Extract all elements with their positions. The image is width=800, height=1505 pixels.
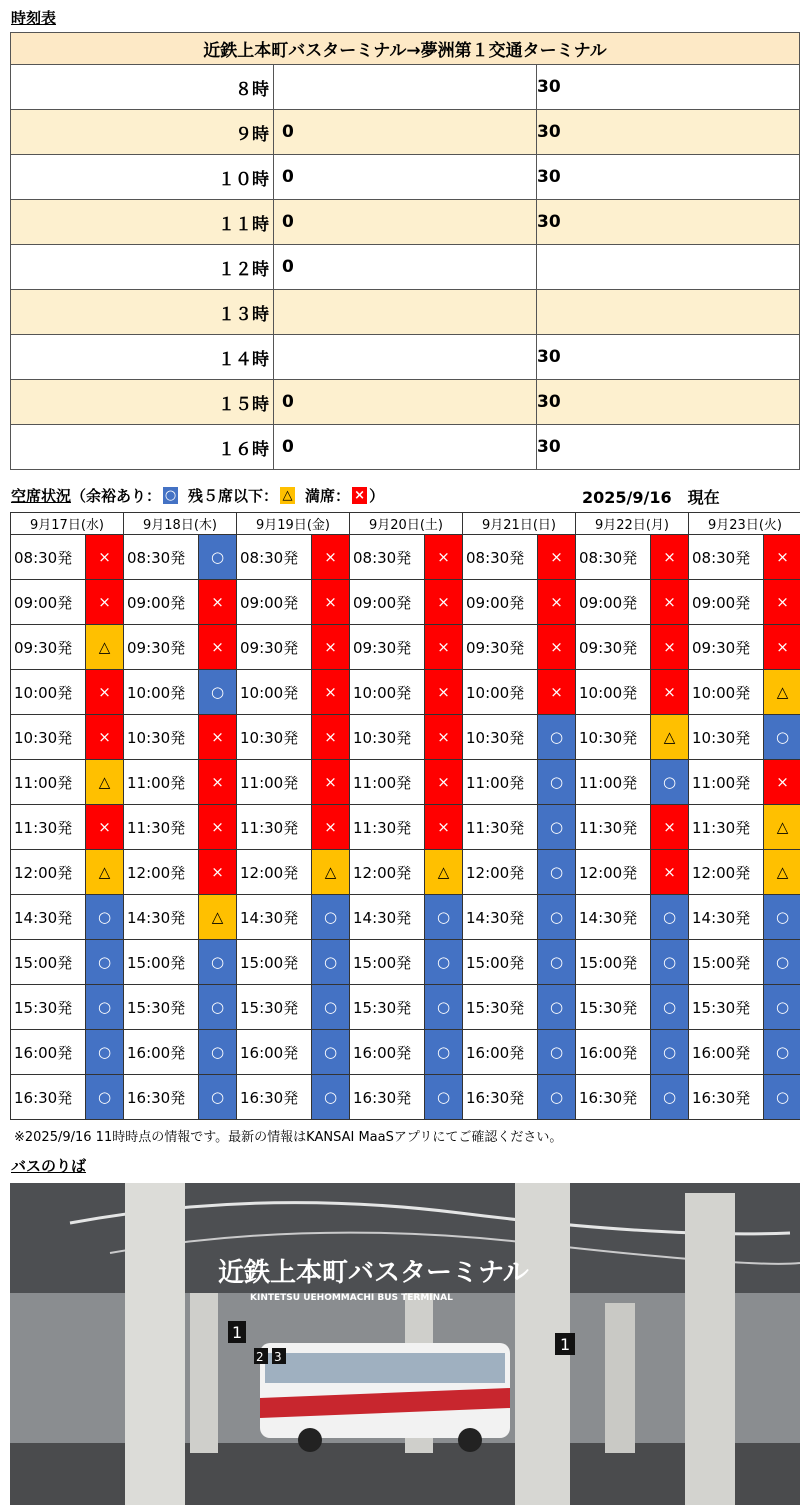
minute-30-cell: 30 [537, 425, 800, 470]
departure-time: 10:30発 [350, 715, 425, 760]
hour-cell: １３時 [11, 290, 274, 335]
availability-legend [11, 485, 384, 506]
timetable-section-title: 時刻表 [11, 9, 57, 27]
seat-status-full: × [425, 580, 463, 625]
seat-status-few: △ [86, 760, 124, 805]
availability-table [10, 512, 800, 1120]
terminal-sign-en: KINTETSU UEHOMMACHI BUS TERMINAL [250, 1293, 453, 1303]
seat-status-few: △ [86, 625, 124, 670]
seat-status-full: × [312, 715, 350, 760]
departure-time: 14:30発 [463, 895, 538, 940]
availability-row [11, 940, 800, 985]
route-header: 近鉄上本町バスターミナル→夢洲第１交通ターミナル [11, 33, 800, 65]
departure-time: 16:30発 [11, 1075, 86, 1120]
availability-title: 空席状況 [11, 487, 72, 505]
seat-status-ok: ○ [86, 1030, 124, 1075]
departure-time: 15:30発 [576, 985, 651, 1030]
seat-status-full: × [425, 670, 463, 715]
seat-status-ok: ○ [538, 1075, 576, 1120]
departure-time: 11:00発 [350, 760, 425, 805]
seat-status-ok: ○ [651, 1075, 689, 1120]
departure-time: 16:00発 [689, 1030, 764, 1075]
departure-time: 16:00発 [463, 1030, 538, 1075]
minute-00-cell: 0 [274, 200, 537, 245]
seat-status-full: × [312, 760, 350, 805]
seat-status-full: × [312, 535, 350, 580]
availability-row [11, 985, 800, 1030]
seat-status-ok: ○ [425, 940, 463, 985]
departure-time: 12:00発 [124, 850, 199, 895]
availability-note: ※2025/9/16 11時時点の情報です。最新の情報はKANSAI MaaSアプリにてご確認ください。 [14, 1130, 563, 1145]
seat-status-ok: ○ [651, 760, 689, 805]
seat-status-full: × [312, 625, 350, 670]
departure-time: 16:00発 [237, 1030, 312, 1075]
seat-status-ok: ○ [538, 895, 576, 940]
hour-cell: １１時 [11, 200, 274, 245]
departure-time: 16:00発 [576, 1030, 651, 1075]
departure-time: 14:30発 [576, 895, 651, 940]
date-header: 9月22日(月) [576, 513, 689, 535]
departure-time: 16:30発 [124, 1075, 199, 1120]
seat-status-full: × [199, 580, 237, 625]
hour-cell: １５時 [11, 380, 274, 425]
hour-cell: １０時 [11, 155, 274, 200]
legend-few-symbol: △ [280, 487, 295, 504]
seat-status-full: × [86, 715, 124, 760]
seat-status-full: × [425, 625, 463, 670]
as-of-date: 2025/9/16 現在 [582, 488, 720, 507]
departure-time: 08:30発 [350, 535, 425, 580]
seat-status-few: △ [764, 850, 800, 895]
departure-time: 11:00発 [124, 760, 199, 805]
seat-status-full: × [312, 805, 350, 850]
departure-time: 09:00発 [124, 580, 199, 625]
departure-time: 14:30発 [11, 895, 86, 940]
seat-status-full: × [538, 670, 576, 715]
departure-time: 15:30発 [350, 985, 425, 1030]
departure-time: 15:00発 [350, 940, 425, 985]
minute-30-cell [537, 290, 800, 335]
departure-time: 12:00発 [689, 850, 764, 895]
seat-status-ok: ○ [764, 940, 800, 985]
seat-status-full: × [312, 580, 350, 625]
departure-time: 08:30発 [237, 535, 312, 580]
departure-time: 14:30発 [689, 895, 764, 940]
timetable-row [11, 110, 800, 155]
departure-time: 11:30発 [237, 805, 312, 850]
departure-time: 10:30発 [124, 715, 199, 760]
minute-00-cell [274, 335, 537, 380]
hour-cell: １２時 [11, 245, 274, 290]
departure-time: 15:00発 [576, 940, 651, 985]
seat-status-full: × [199, 625, 237, 670]
date-header: 9月23日(火) [689, 513, 800, 535]
seat-status-full: × [651, 670, 689, 715]
departure-time: 14:30発 [124, 895, 199, 940]
seat-status-ok: ○ [425, 1030, 463, 1075]
seat-status-ok: ○ [312, 895, 350, 940]
seat-status-full: × [764, 760, 800, 805]
seat-status-few: △ [764, 670, 800, 715]
timetable-row [11, 380, 800, 425]
departure-time: 09:30発 [237, 625, 312, 670]
seat-status-few: △ [651, 715, 689, 760]
departure-time: 10:30発 [576, 715, 651, 760]
departure-time: 12:00発 [463, 850, 538, 895]
departure-time: 09:30発 [124, 625, 199, 670]
departure-time: 11:30発 [689, 805, 764, 850]
seat-status-full: × [651, 625, 689, 670]
seat-status-full: × [199, 760, 237, 805]
minute-30-cell: 30 [537, 335, 800, 380]
timetable-row [11, 290, 800, 335]
seat-status-ok: ○ [312, 1030, 350, 1075]
legend-close: ） [369, 487, 385, 505]
timetable-row [11, 65, 800, 110]
availability-row [11, 1030, 800, 1075]
departure-time: 09:00発 [237, 580, 312, 625]
departure-time: 10:00発 [576, 670, 651, 715]
legend-ok-label: （余裕あり： [71, 487, 162, 505]
seat-status-ok: ○ [86, 940, 124, 985]
seat-status-few: △ [425, 850, 463, 895]
departure-time: 11:00発 [11, 760, 86, 805]
seat-status-ok: ○ [199, 940, 237, 985]
seat-status-full: × [199, 850, 237, 895]
departure-time: 10:00発 [124, 670, 199, 715]
seat-status-ok: ○ [312, 1075, 350, 1120]
terminal-sign-jp: 近鉄上本町バスターミナル [218, 1258, 529, 1288]
departure-time: 09:00発 [11, 580, 86, 625]
availability-row [11, 535, 800, 580]
departure-time: 16:30発 [576, 1075, 651, 1120]
seat-status-ok: ○ [538, 850, 576, 895]
seat-status-full: × [86, 805, 124, 850]
departure-time: 16:30発 [463, 1075, 538, 1120]
seat-status-few: △ [312, 850, 350, 895]
seat-status-full: × [425, 715, 463, 760]
minute-30-cell: 30 [537, 65, 800, 110]
departure-time: 15:30発 [11, 985, 86, 1030]
hour-cell: ８時 [11, 65, 274, 110]
departure-time: 11:30発 [350, 805, 425, 850]
seat-status-ok: ○ [651, 895, 689, 940]
seat-status-full: × [425, 535, 463, 580]
hour-cell: ９時 [11, 110, 274, 155]
departure-time: 16:00発 [11, 1030, 86, 1075]
seat-status-ok: ○ [764, 1030, 800, 1075]
departure-time: 14:30発 [350, 895, 425, 940]
minute-00-cell: 0 [274, 110, 537, 155]
gate-number: 3 [274, 1350, 282, 1364]
seat-status-ok: ○ [764, 985, 800, 1030]
seat-status-few: △ [86, 850, 124, 895]
seat-status-full: × [199, 805, 237, 850]
seat-status-ok: ○ [425, 985, 463, 1030]
legend-ok-symbol: ○ [164, 488, 177, 503]
minute-30-cell: 30 [537, 155, 800, 200]
seat-status-full: × [651, 580, 689, 625]
minute-00-cell: 0 [274, 245, 537, 290]
departure-time: 11:00発 [576, 760, 651, 805]
seat-status-ok: ○ [199, 535, 237, 580]
seat-status-full: × [651, 850, 689, 895]
bus-terminal-photo [10, 1183, 800, 1505]
seat-status-ok: ○ [86, 985, 124, 1030]
departure-time: 15:00発 [124, 940, 199, 985]
seat-status-full: × [425, 805, 463, 850]
seat-status-full: × [764, 535, 800, 580]
departure-time: 15:00発 [463, 940, 538, 985]
date-header: 9月17日(水) [11, 513, 124, 535]
date-header: 9月21日(日) [463, 513, 576, 535]
legend-full-symbol: × [352, 487, 367, 504]
date-header: 9月18日(木) [124, 513, 237, 535]
gate-number: 2 [256, 1350, 264, 1364]
departure-time: 11:30発 [463, 805, 538, 850]
minute-00-cell [274, 65, 537, 110]
departure-time: 11:30発 [576, 805, 651, 850]
seat-status-full: × [312, 670, 350, 715]
legend-few-label: 残５席以下： [188, 487, 279, 505]
seat-status-ok: ○ [312, 985, 350, 1030]
departure-time: 16:00発 [124, 1030, 199, 1075]
seat-status-full: × [86, 580, 124, 625]
departure-time: 10:00発 [350, 670, 425, 715]
departure-time: 11:00発 [689, 760, 764, 805]
minute-00-cell [274, 290, 537, 335]
seat-status-ok: ○ [651, 985, 689, 1030]
seat-status-full: × [86, 670, 124, 715]
minute-30-cell: 30 [537, 200, 800, 245]
timetable-row [11, 425, 800, 470]
timetable [10, 32, 800, 470]
departure-time: 15:30発 [689, 985, 764, 1030]
availability-row [11, 895, 800, 940]
hour-cell: １４時 [11, 335, 274, 380]
availability-row [11, 625, 800, 670]
availability-row [11, 805, 800, 850]
departure-time: 08:30発 [576, 535, 651, 580]
seat-status-ok: ○ [199, 1075, 237, 1120]
departure-time: 09:30発 [463, 625, 538, 670]
departure-time: 10:30発 [463, 715, 538, 760]
departure-time: 11:30発 [124, 805, 199, 850]
seat-status-ok: ○ [538, 1030, 576, 1075]
departure-time: 12:00発 [237, 850, 312, 895]
seat-status-ok: ○ [86, 895, 124, 940]
seat-status-ok: ○ [538, 940, 576, 985]
departure-time: 08:30発 [124, 535, 199, 580]
minute-00-cell: 0 [274, 155, 537, 200]
seat-status-ok: ○ [538, 805, 576, 850]
seat-status-ok: ○ [651, 940, 689, 985]
seat-status-ok: ○ [764, 895, 800, 940]
departure-time: 09:30発 [350, 625, 425, 670]
departure-time: 12:00発 [11, 850, 86, 895]
departure-time: 09:00発 [463, 580, 538, 625]
availability-row [11, 580, 800, 625]
timetable-row [11, 335, 800, 380]
departure-time: 09:30発 [11, 625, 86, 670]
departure-time: 16:30発 [237, 1075, 312, 1120]
seat-status-full: × [86, 535, 124, 580]
departure-time: 11:00発 [463, 760, 538, 805]
bus-terminal-illustration [10, 1183, 800, 1505]
departure-time: 10:00発 [237, 670, 312, 715]
seat-status-full: × [199, 715, 237, 760]
gate-number: 1 [560, 1335, 571, 1354]
timetable-row [11, 200, 800, 245]
departure-time: 16:30発 [689, 1075, 764, 1120]
seat-status-full: × [651, 805, 689, 850]
departure-time: 12:00発 [350, 850, 425, 895]
departure-time: 09:30発 [689, 625, 764, 670]
seat-status-full: × [651, 535, 689, 580]
legend-full-label: 満席： [305, 487, 351, 505]
departure-time: 09:00発 [576, 580, 651, 625]
departure-time: 09:00発 [350, 580, 425, 625]
departure-time: 09:00発 [689, 580, 764, 625]
minute-30-cell: 30 [537, 380, 800, 425]
seat-status-full: × [764, 625, 800, 670]
departure-time: 10:30発 [689, 715, 764, 760]
departure-time: 15:30発 [124, 985, 199, 1030]
seat-status-ok: ○ [425, 895, 463, 940]
departure-time: 12:00発 [576, 850, 651, 895]
departure-time: 10:00発 [463, 670, 538, 715]
departure-time: 15:00発 [689, 940, 764, 985]
departure-time: 15:00発 [237, 940, 312, 985]
seat-status-ok: ○ [425, 1075, 463, 1120]
seat-status-few: △ [764, 805, 800, 850]
gate-number: 1 [232, 1323, 243, 1342]
departure-time: 14:30発 [237, 895, 312, 940]
availability-row [11, 715, 800, 760]
seat-status-ok: ○ [199, 670, 237, 715]
minute-00-cell: 0 [274, 425, 537, 470]
minute-30-cell: 30 [537, 110, 800, 155]
departure-time: 11:30発 [11, 805, 86, 850]
departure-time: 08:30発 [689, 535, 764, 580]
departure-time: 11:00発 [237, 760, 312, 805]
seat-status-full: × [538, 580, 576, 625]
seat-status-ok: ○ [312, 940, 350, 985]
departure-time: 08:30発 [11, 535, 86, 580]
date-header: 9月20日(土) [350, 513, 463, 535]
seat-status-ok: ○ [538, 985, 576, 1030]
timetable-row [11, 245, 800, 290]
departure-time: 15:00発 [11, 940, 86, 985]
seat-status-ok: ○ [764, 1075, 800, 1120]
seat-status-full: × [764, 580, 800, 625]
seat-status-ok: ○ [199, 985, 237, 1030]
seat-status-ok: ○ [764, 715, 800, 760]
departure-time: 10:30発 [237, 715, 312, 760]
seat-status-full: × [425, 760, 463, 805]
hour-cell: １６時 [11, 425, 274, 470]
seat-status-ok: ○ [651, 1030, 689, 1075]
minute-00-cell: 0 [274, 380, 537, 425]
date-header: 9月19日(金) [237, 513, 350, 535]
seat-status-ok: ○ [86, 1075, 124, 1120]
minute-30-cell [537, 245, 800, 290]
seat-status-ok: ○ [538, 760, 576, 805]
seat-status-ok: ○ [199, 1030, 237, 1075]
seat-status-ok: ○ [538, 715, 576, 760]
availability-row [11, 850, 800, 895]
seat-status-full: × [538, 535, 576, 580]
departure-time: 15:30発 [237, 985, 312, 1030]
seat-status-few: △ [199, 895, 237, 940]
departure-time: 10:30発 [11, 715, 86, 760]
departure-time: 15:30発 [463, 985, 538, 1030]
departure-time: 10:00発 [689, 670, 764, 715]
availability-row [11, 1075, 800, 1120]
availability-row [11, 670, 800, 715]
departure-time: 16:30発 [350, 1075, 425, 1120]
timetable-row [11, 155, 800, 200]
availability-row [11, 760, 800, 805]
seat-status-full: × [538, 625, 576, 670]
departure-time: 08:30発 [463, 535, 538, 580]
departure-time: 09:30発 [576, 625, 651, 670]
departure-time: 10:00発 [11, 670, 86, 715]
boarding-section-title: バスのりば [11, 1157, 87, 1175]
departure-time: 16:00発 [350, 1030, 425, 1075]
